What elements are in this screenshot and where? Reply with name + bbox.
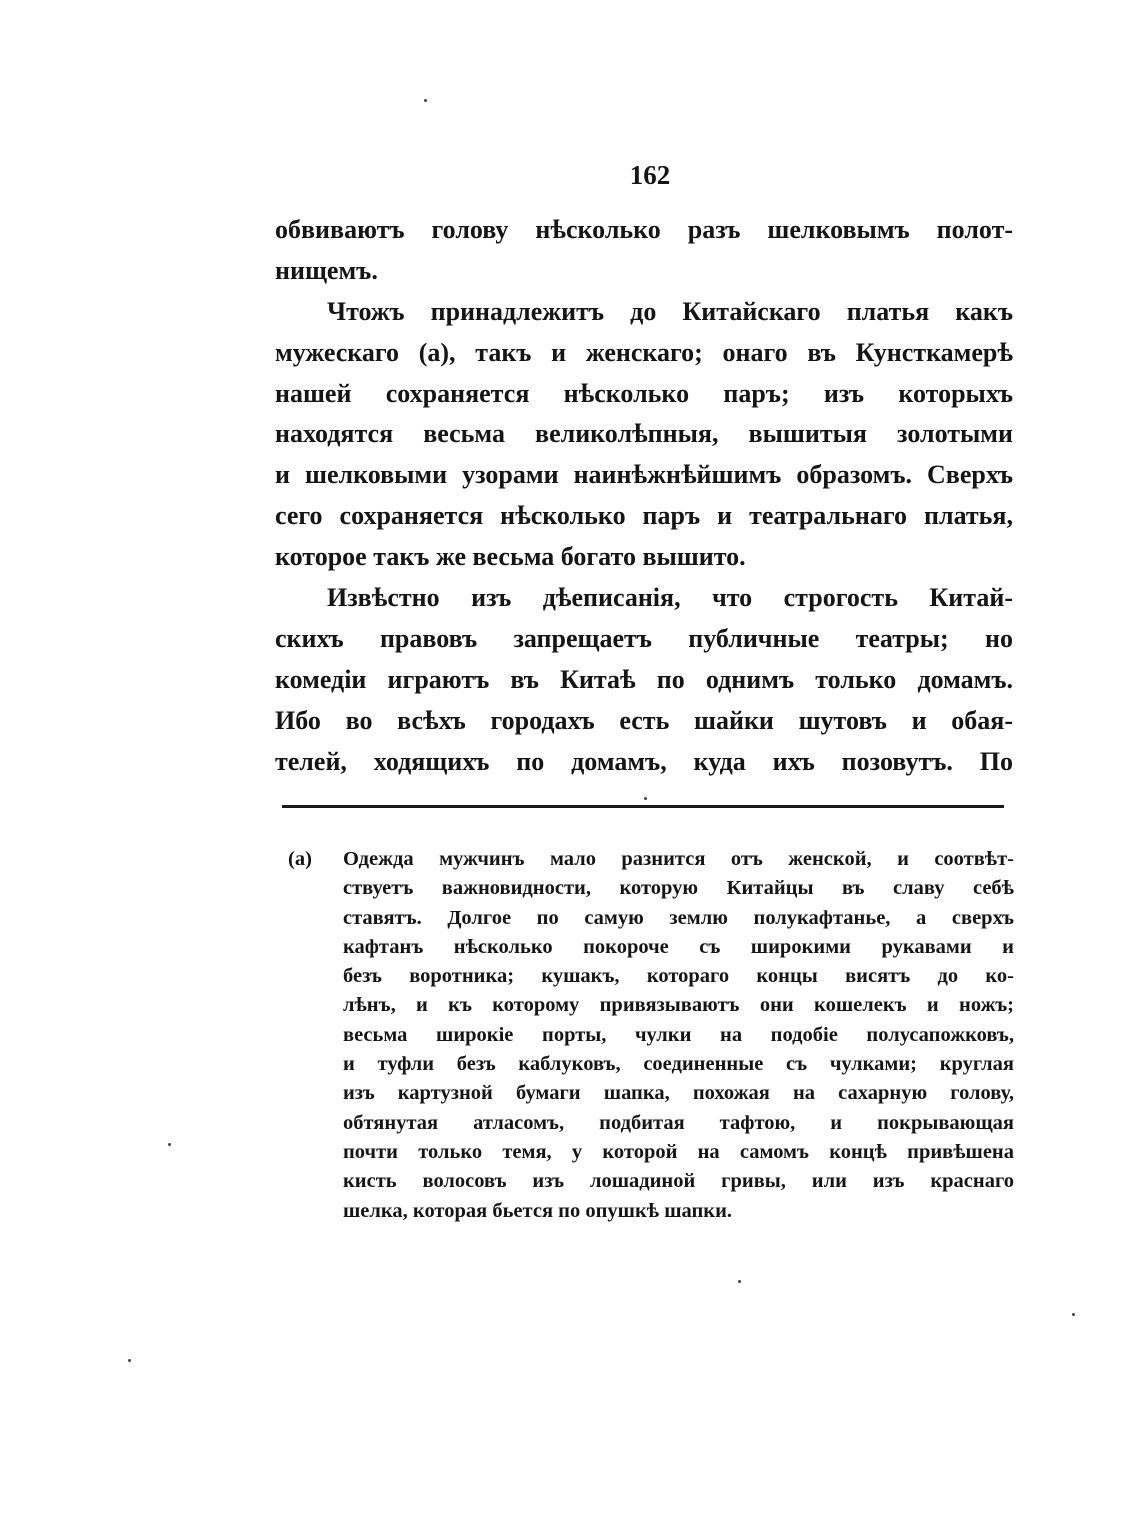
text-line: Извѣстно изъ дѣеписанія, что строгость Китай- bbox=[327, 583, 1013, 613]
footnote-line: лѣнъ, и къ которому привязываютъ они кошелекъ и ножъ; bbox=[343, 994, 1014, 1017]
scan-speck bbox=[1072, 1313, 1075, 1316]
footnote-marker: (a) bbox=[288, 848, 312, 870]
footnote-line: шелка, которая бьется по опушкѣ шапки. bbox=[343, 1199, 733, 1222]
footnote-line: обтянутая атласомъ, подбитая тафтою, и покрывающая bbox=[343, 1111, 1014, 1134]
footnote-line: почти только темя, у которой на самомъ концѣ привѣшена bbox=[343, 1140, 1014, 1163]
footnote-line: кафтанъ нѣсколько покороче съ широкими рукавами и bbox=[343, 935, 1014, 958]
footnote-line: ствуетъ важновидности, которую Китайцы въ славу себѣ bbox=[343, 877, 1014, 900]
page-number: 162 bbox=[629, 160, 671, 190]
text-line: которое такъ же весьма богато вышито. bbox=[275, 542, 746, 572]
text-line: телей, ходящихъ по домамъ, куда ихъ позовутъ. По bbox=[275, 746, 1013, 776]
footnote-line: и туфли безъ каблуковъ, соединенные съ чулками; круглая bbox=[343, 1053, 1014, 1076]
scan-speck bbox=[128, 1359, 131, 1362]
main-text bbox=[275, 210, 1013, 782]
scan-speck bbox=[168, 1143, 171, 1146]
text-line: скихъ правовъ запрещаетъ публичные театры; но bbox=[275, 623, 1013, 653]
text-line: Чтожъ принадлежитъ до Китайскаго платья какъ bbox=[327, 296, 1013, 326]
footnote-line: Одежда мужчинъ мало разнится отъ женской, и соотвѣт- bbox=[343, 848, 1014, 870]
text-line: нашей сохраняется нѣсколько паръ; изъ которыхъ bbox=[275, 378, 1013, 408]
footnote-text bbox=[343, 845, 1014, 1226]
text-line: мужескаго (а), такъ и женскаго; онаго въ Кунсткамерѣ bbox=[275, 337, 1013, 367]
text-line: нищемъ. bbox=[275, 255, 378, 285]
text-line: комедіи играютъ въ Китаѣ по однимъ только домамъ. bbox=[275, 664, 1013, 694]
scan-speck bbox=[424, 99, 427, 102]
footnote-line: весьма широкіе порты, чулки на подобіе полусапожковъ, bbox=[343, 1023, 1014, 1046]
text-line: сего сохраняется нѣсколько паръ и театральнаго платья, bbox=[275, 501, 1013, 531]
text-line: обвиваютъ голову нѣсколько разъ шелковымъ полот- bbox=[275, 215, 1013, 244]
footnote-line: безъ воротника; кушакъ, котораго концы висятъ до ко- bbox=[343, 965, 1014, 988]
footnote-line: ставятъ. Долгое по самую землю полукафтанье, а сверхъ bbox=[343, 906, 1014, 929]
scan-speck bbox=[738, 1280, 741, 1283]
footnote-line: кисть волосовъ изъ лошадиной гривы, или изъ краснаго bbox=[343, 1170, 1014, 1193]
text-line: находятся весьма великолѣпныя, вышитыя золотыми bbox=[275, 419, 1013, 449]
text-line: и шелковыми узорами наинѣжнѣйшимъ образомъ. Сверхъ bbox=[275, 460, 1013, 490]
text-line: Ибо во всѣхъ городахъ есть шайки шутовъ и обая- bbox=[275, 705, 1013, 735]
footnote-line: изъ картузной бумаги шапка, похожая на сахарную голову, bbox=[343, 1082, 1014, 1105]
scan-speck bbox=[644, 797, 647, 800]
footnote-divider bbox=[282, 805, 1004, 808]
